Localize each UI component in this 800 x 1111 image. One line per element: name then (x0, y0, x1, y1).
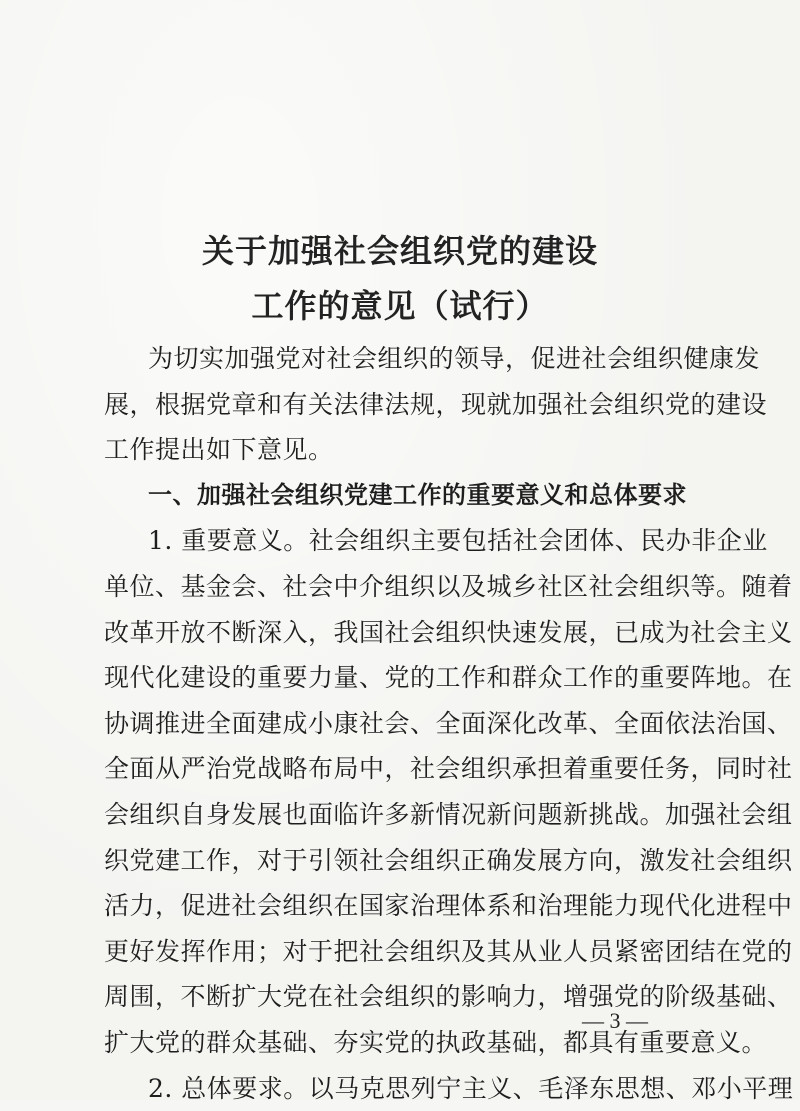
paragraph-line: 协调推进全面建成小康社会、全面深化改革、全面依法治国、 (104, 701, 704, 747)
paragraph-line: 活力，促进社会组织在国家治理体系和治理能力现代化进程中 (104, 883, 704, 929)
paragraph-line: 周围，不断扩大党在社会组织的影响力，增强党的阶级基础、 (104, 974, 704, 1020)
page-number: — 3 — (582, 1008, 648, 1034)
paragraph-line: 全面从严治党战略布局中，社会组织承担着重要任务，同时社 (104, 746, 704, 792)
paragraph-line: 会组织自身发展也面临许多新情况新问题新挑战。加强社会组 (104, 792, 704, 838)
paragraph-line: 2. 总体要求。以马克思列宁主义、毛泽东思想、邓小平理 (104, 1066, 704, 1111)
paragraph-line: 改革开放不断深入，我国社会组织快速发展，已成为社会主义 (104, 610, 704, 656)
document-body (104, 336, 704, 1111)
paragraph-line: 工作提出如下意见。 (104, 427, 704, 473)
document-title-line-2: 工作的意见（试行） (0, 281, 800, 327)
paragraph-line: 更好发挥作用；对于把社会组织及其从业人员紧密团结在党的 (104, 929, 704, 975)
paragraph-line: 为切实加强党对社会组织的领导，促进社会组织健康发 (104, 336, 704, 382)
paragraph-line: 单位、基金会、社会中介组织以及城乡社区社会组织等。随着 (104, 564, 704, 610)
paragraph-line: 展，根据党章和有关法律法规，现就加强社会组织党的建设 (104, 382, 704, 428)
section-heading: 一、加强社会组织党建工作的重要意义和总体要求 (104, 473, 704, 519)
paragraph-line: 现代化建设的重要力量、党的工作和群众工作的重要阵地。在 (104, 655, 704, 701)
paragraph-line: 织党建工作，对于引领社会组织正确发展方向，激发社会组织 (104, 838, 704, 884)
document-title-line-1: 关于加强社会组织党的建设 (0, 226, 800, 272)
paragraph-line: 1. 重要意义。社会组织主要包括社会团体、民办非企业 (104, 518, 704, 564)
paragraph-line: 扩大党的群众基础、夯实党的执政基础，都具有重要意义。 (104, 1020, 704, 1066)
